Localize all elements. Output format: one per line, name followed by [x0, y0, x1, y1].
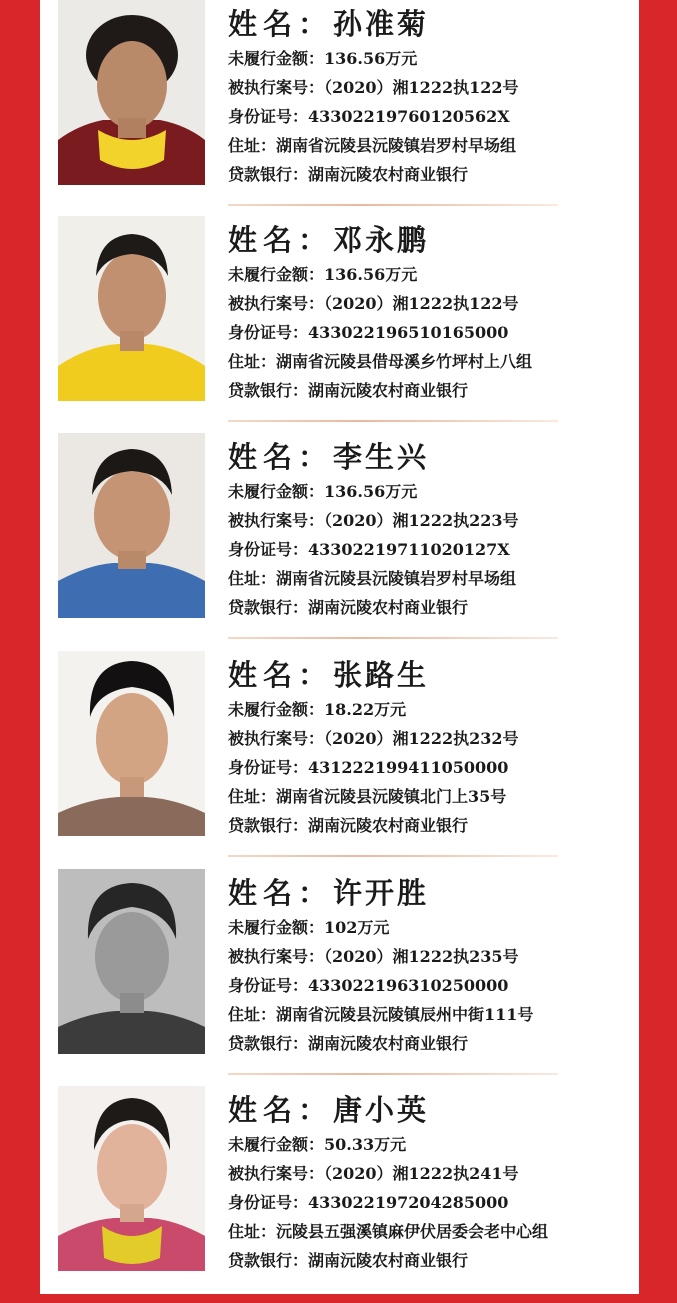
bank-row	[228, 1029, 638, 1058]
person-name: 张路生	[333, 658, 430, 692]
bank-value: 湖南沅陵农村商业银行	[308, 1034, 469, 1053]
address-label: 住址：	[228, 352, 277, 371]
address-value: 湖南省沅陵县沅陵镇辰州中街111号	[276, 1005, 534, 1024]
person-entry	[40, 216, 639, 433]
amount-label: 未履行金额：	[228, 918, 325, 937]
person-photo	[58, 1086, 205, 1271]
id-row	[228, 971, 638, 1000]
amount-row	[228, 913, 638, 942]
case-label: 被执行案号：	[228, 1164, 325, 1183]
bank-label: 贷款银行：	[228, 1251, 309, 1270]
bank-label: 贷款银行：	[228, 381, 309, 400]
address-value: 湖南省沅陵县沅陵镇北门上35号	[276, 787, 507, 806]
divider	[228, 1073, 558, 1075]
id-label: 身份证号：	[228, 758, 309, 777]
case-value: （2020）湘1222执241号	[324, 1164, 519, 1183]
id-row	[228, 535, 638, 564]
person-photo	[58, 216, 205, 401]
id-row	[228, 102, 638, 131]
divider	[228, 855, 558, 857]
name-label: 姓名：	[228, 876, 334, 910]
person-photo	[58, 433, 205, 618]
bank-value: 湖南沅陵农村商业银行	[308, 816, 469, 835]
amount-row	[228, 477, 638, 506]
address-label: 住址：	[228, 1005, 277, 1024]
amount-value: 102万元	[324, 918, 390, 937]
id-label: 身份证号：	[228, 540, 309, 559]
bank-row	[228, 811, 638, 840]
amount-value: 136.56万元	[324, 49, 418, 68]
name-label: 姓名：	[228, 440, 334, 474]
bank-row	[228, 376, 638, 405]
amount-value: 18.22万元	[324, 700, 407, 719]
bank-value: 湖南沅陵农村商业银行	[308, 381, 469, 400]
case-label: 被执行案号：	[228, 729, 325, 748]
amount-value: 136.56万元	[324, 482, 418, 501]
case-value: （2020）湘1222执122号	[324, 78, 519, 97]
case-row	[228, 724, 638, 753]
address-row	[228, 782, 638, 811]
amount-label: 未履行金额：	[228, 265, 325, 284]
id-value: 433022196510165000	[308, 323, 509, 342]
person-name-line	[228, 6, 638, 44]
id-value: 43302219711020127X	[308, 540, 510, 559]
person-name-line	[228, 222, 638, 260]
bank-label: 贷款银行：	[228, 598, 309, 617]
person-photo	[58, 651, 205, 836]
bank-label: 贷款银行：	[228, 165, 309, 184]
name-label: 姓名：	[228, 658, 334, 692]
amount-label: 未履行金额：	[228, 49, 325, 68]
person-name-line	[228, 439, 638, 477]
amount-label: 未履行金额：	[228, 700, 325, 719]
amount-value: 50.33万元	[324, 1135, 407, 1154]
case-row	[228, 506, 638, 535]
address-label: 住址：	[228, 136, 277, 155]
case-value: （2020）湘1222执223号	[324, 511, 519, 530]
bank-value: 湖南沅陵农村商业银行	[308, 165, 469, 184]
id-label: 身份证号：	[228, 976, 309, 995]
name-label: 姓名：	[228, 7, 334, 41]
amount-row	[228, 44, 638, 73]
divider	[228, 204, 558, 206]
person-name: 孙准菊	[333, 7, 430, 41]
person-name: 李生兴	[333, 440, 430, 474]
name-label: 姓名：	[228, 223, 334, 257]
person-name-line	[228, 875, 638, 913]
person-photo	[58, 0, 205, 185]
id-value: 431222199411050000	[308, 758, 509, 777]
case-value: （2020）湘1222执232号	[324, 729, 519, 748]
name-label: 姓名：	[228, 1093, 334, 1127]
person-entry	[40, 869, 639, 1086]
case-row	[228, 942, 638, 971]
case-value: （2020）湘1222执122号	[324, 294, 519, 313]
bank-value: 湖南沅陵农村商业银行	[308, 598, 469, 617]
case-value: （2020）湘1222执235号	[324, 947, 519, 966]
id-value: 43302219760120562X	[308, 107, 510, 126]
address-label: 住址：	[228, 1222, 277, 1241]
id-label: 身份证号：	[228, 323, 309, 342]
person-name: 唐小英	[333, 1093, 430, 1127]
case-label: 被执行案号：	[228, 511, 325, 530]
id-value: 433022196310250000	[308, 976, 509, 995]
amount-row	[228, 260, 638, 289]
person-name: 许开胜	[333, 876, 430, 910]
case-row	[228, 289, 638, 318]
amount-label: 未履行金额：	[228, 482, 325, 501]
id-row	[228, 753, 638, 782]
address-label: 住址：	[228, 787, 277, 806]
bank-row	[228, 1246, 638, 1275]
case-label: 被执行案号：	[228, 947, 325, 966]
id-label: 身份证号：	[228, 107, 309, 126]
case-row	[228, 1159, 638, 1188]
id-label: 身份证号：	[228, 1193, 309, 1212]
amount-row	[228, 1130, 638, 1159]
person-photo	[58, 869, 205, 1054]
address-value: 湖南省沅陵县沅陵镇岩罗村早场组	[276, 136, 517, 155]
case-label: 被执行案号：	[228, 294, 325, 313]
bank-value: 湖南沅陵农村商业银行	[308, 1251, 469, 1270]
person-entry	[40, 0, 639, 217]
person-entry	[40, 1086, 639, 1303]
case-row	[228, 73, 638, 102]
address-value: 湖南省沅陵县借母溪乡竹坪村上八组	[276, 352, 533, 371]
address-row	[228, 1217, 638, 1246]
amount-row	[228, 695, 638, 724]
address-label: 住址：	[228, 569, 277, 588]
case-label: 被执行案号：	[228, 78, 325, 97]
person-name: 邓永鹏	[333, 223, 430, 257]
address-row	[228, 131, 638, 160]
address-row	[228, 347, 638, 376]
bank-row	[228, 593, 638, 622]
bank-label: 贷款银行：	[228, 1034, 309, 1053]
address-row	[228, 564, 638, 593]
notice-panel	[40, 0, 639, 1294]
person-name-line	[228, 1092, 638, 1130]
id-row	[228, 318, 638, 347]
id-value: 433022197204285000	[308, 1193, 509, 1212]
person-entry	[40, 651, 639, 868]
person-name-line	[228, 657, 638, 695]
person-entry	[40, 433, 639, 650]
bank-label: 贷款银行：	[228, 816, 309, 835]
amount-value: 136.56万元	[324, 265, 418, 284]
amount-label: 未履行金额：	[228, 1135, 325, 1154]
id-row	[228, 1188, 638, 1217]
address-row	[228, 1000, 638, 1029]
address-value: 沅陵县五强溪镇麻伊伏居委会老中心组	[276, 1222, 549, 1241]
bank-row	[228, 160, 638, 189]
divider	[228, 420, 558, 422]
address-value: 湖南省沅陵县沅陵镇岩罗村早场组	[276, 569, 517, 588]
divider	[228, 637, 558, 639]
